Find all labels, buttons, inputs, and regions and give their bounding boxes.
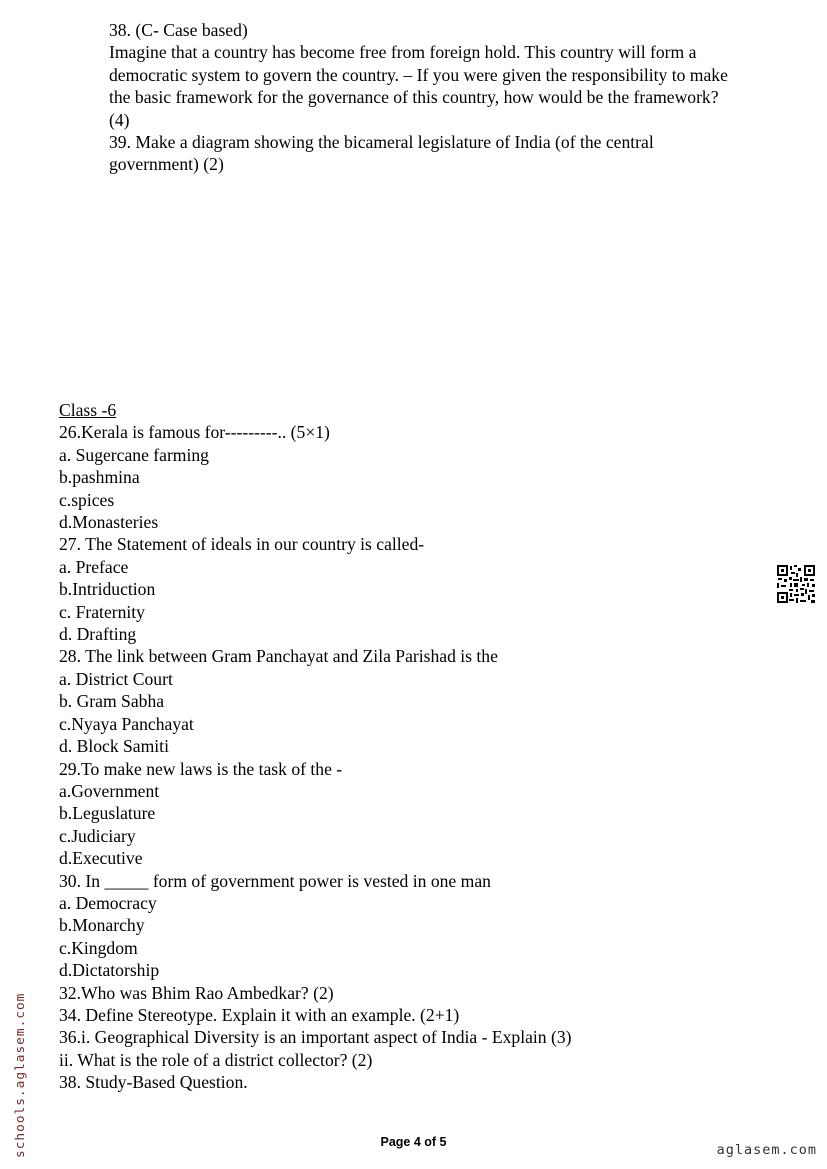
- question-line: 38. (C- Case based): [109, 20, 248, 40]
- option-line: d. Drafting: [59, 624, 137, 645]
- option-line: d. Block Samiti: [59, 736, 169, 757]
- option-line: b.Monarchy: [59, 915, 145, 936]
- qr-code-icon: [776, 564, 816, 604]
- question-line: 39. Make a diagram showing the bicameral legislature of India (of the central: [109, 132, 654, 153]
- question-line: 32.Who was Bhim Rao Ambedkar? (2): [59, 982, 334, 1003]
- option-line: d.Dictatorship: [59, 960, 160, 981]
- side-watermark: schools.aglasem.com: [13, 992, 28, 1158]
- option-line: a. Preface: [59, 556, 129, 577]
- question-line: democratic system to govern the country. – If you were given the responsibility to make: [109, 64, 728, 85]
- question-line: ii. What is the role of a district collector? (2): [59, 1049, 373, 1070]
- question-line: 29.To make new laws is the task of the -: [59, 758, 343, 779]
- class-6-section: [59, 399, 572, 1094]
- question-line: government) (2): [109, 154, 224, 175]
- question-line: 26.Kerala is famous for---------.. (5×1): [59, 422, 330, 443]
- option-line: c. Fraternity: [59, 601, 145, 622]
- question-line: 34. Define Stereotype. Explain it with an example. (2+1): [59, 1004, 460, 1025]
- option-line: b.Leguslature: [59, 803, 156, 824]
- option-line: a. Sugercane farming: [59, 444, 209, 465]
- option-line: c.Nyaya Panchayat: [59, 713, 194, 734]
- class-heading: Class -6: [59, 400, 117, 420]
- option-line: d.Executive: [59, 848, 143, 869]
- question-line: the basic framework for the governance of this country, how would be the framework?: [109, 87, 719, 108]
- option-line: c.Kingdom: [59, 937, 138, 958]
- option-line: a. Democracy: [59, 892, 157, 913]
- question-line: 27. The Statement of ideals in our country is called-: [59, 534, 425, 555]
- question-line: 30. In _____ form of government power is vested in one man: [59, 870, 491, 891]
- option-line: d.Monasteries: [59, 512, 159, 533]
- option-line: b.Intriduction: [59, 579, 156, 600]
- option-line: c.Judiciary: [59, 825, 136, 846]
- option-line: c.spices: [59, 489, 115, 510]
- question-line: 38. Study-Based Question.: [59, 1072, 248, 1093]
- case-based-questions-section: [109, 19, 728, 176]
- question-line: 28. The link between Gram Panchayat and Zila Parishad is the: [59, 646, 498, 667]
- bottom-watermark: aglasem.com: [716, 1142, 817, 1158]
- option-line: b. Gram Sabha: [59, 691, 165, 712]
- option-line: a.Government: [59, 780, 160, 801]
- page-number: Page 4 of 5: [380, 1135, 447, 1149]
- question-line: Imagine that a country has become free from foreign hold. This country will form a: [109, 42, 697, 63]
- question-line: (4): [109, 109, 130, 130]
- option-line: a. District Court: [59, 668, 173, 689]
- question-line: 36.i. Geographical Diversity is an important aspect of India - Explain (3): [59, 1027, 572, 1048]
- option-line: b.pashmina: [59, 467, 140, 488]
